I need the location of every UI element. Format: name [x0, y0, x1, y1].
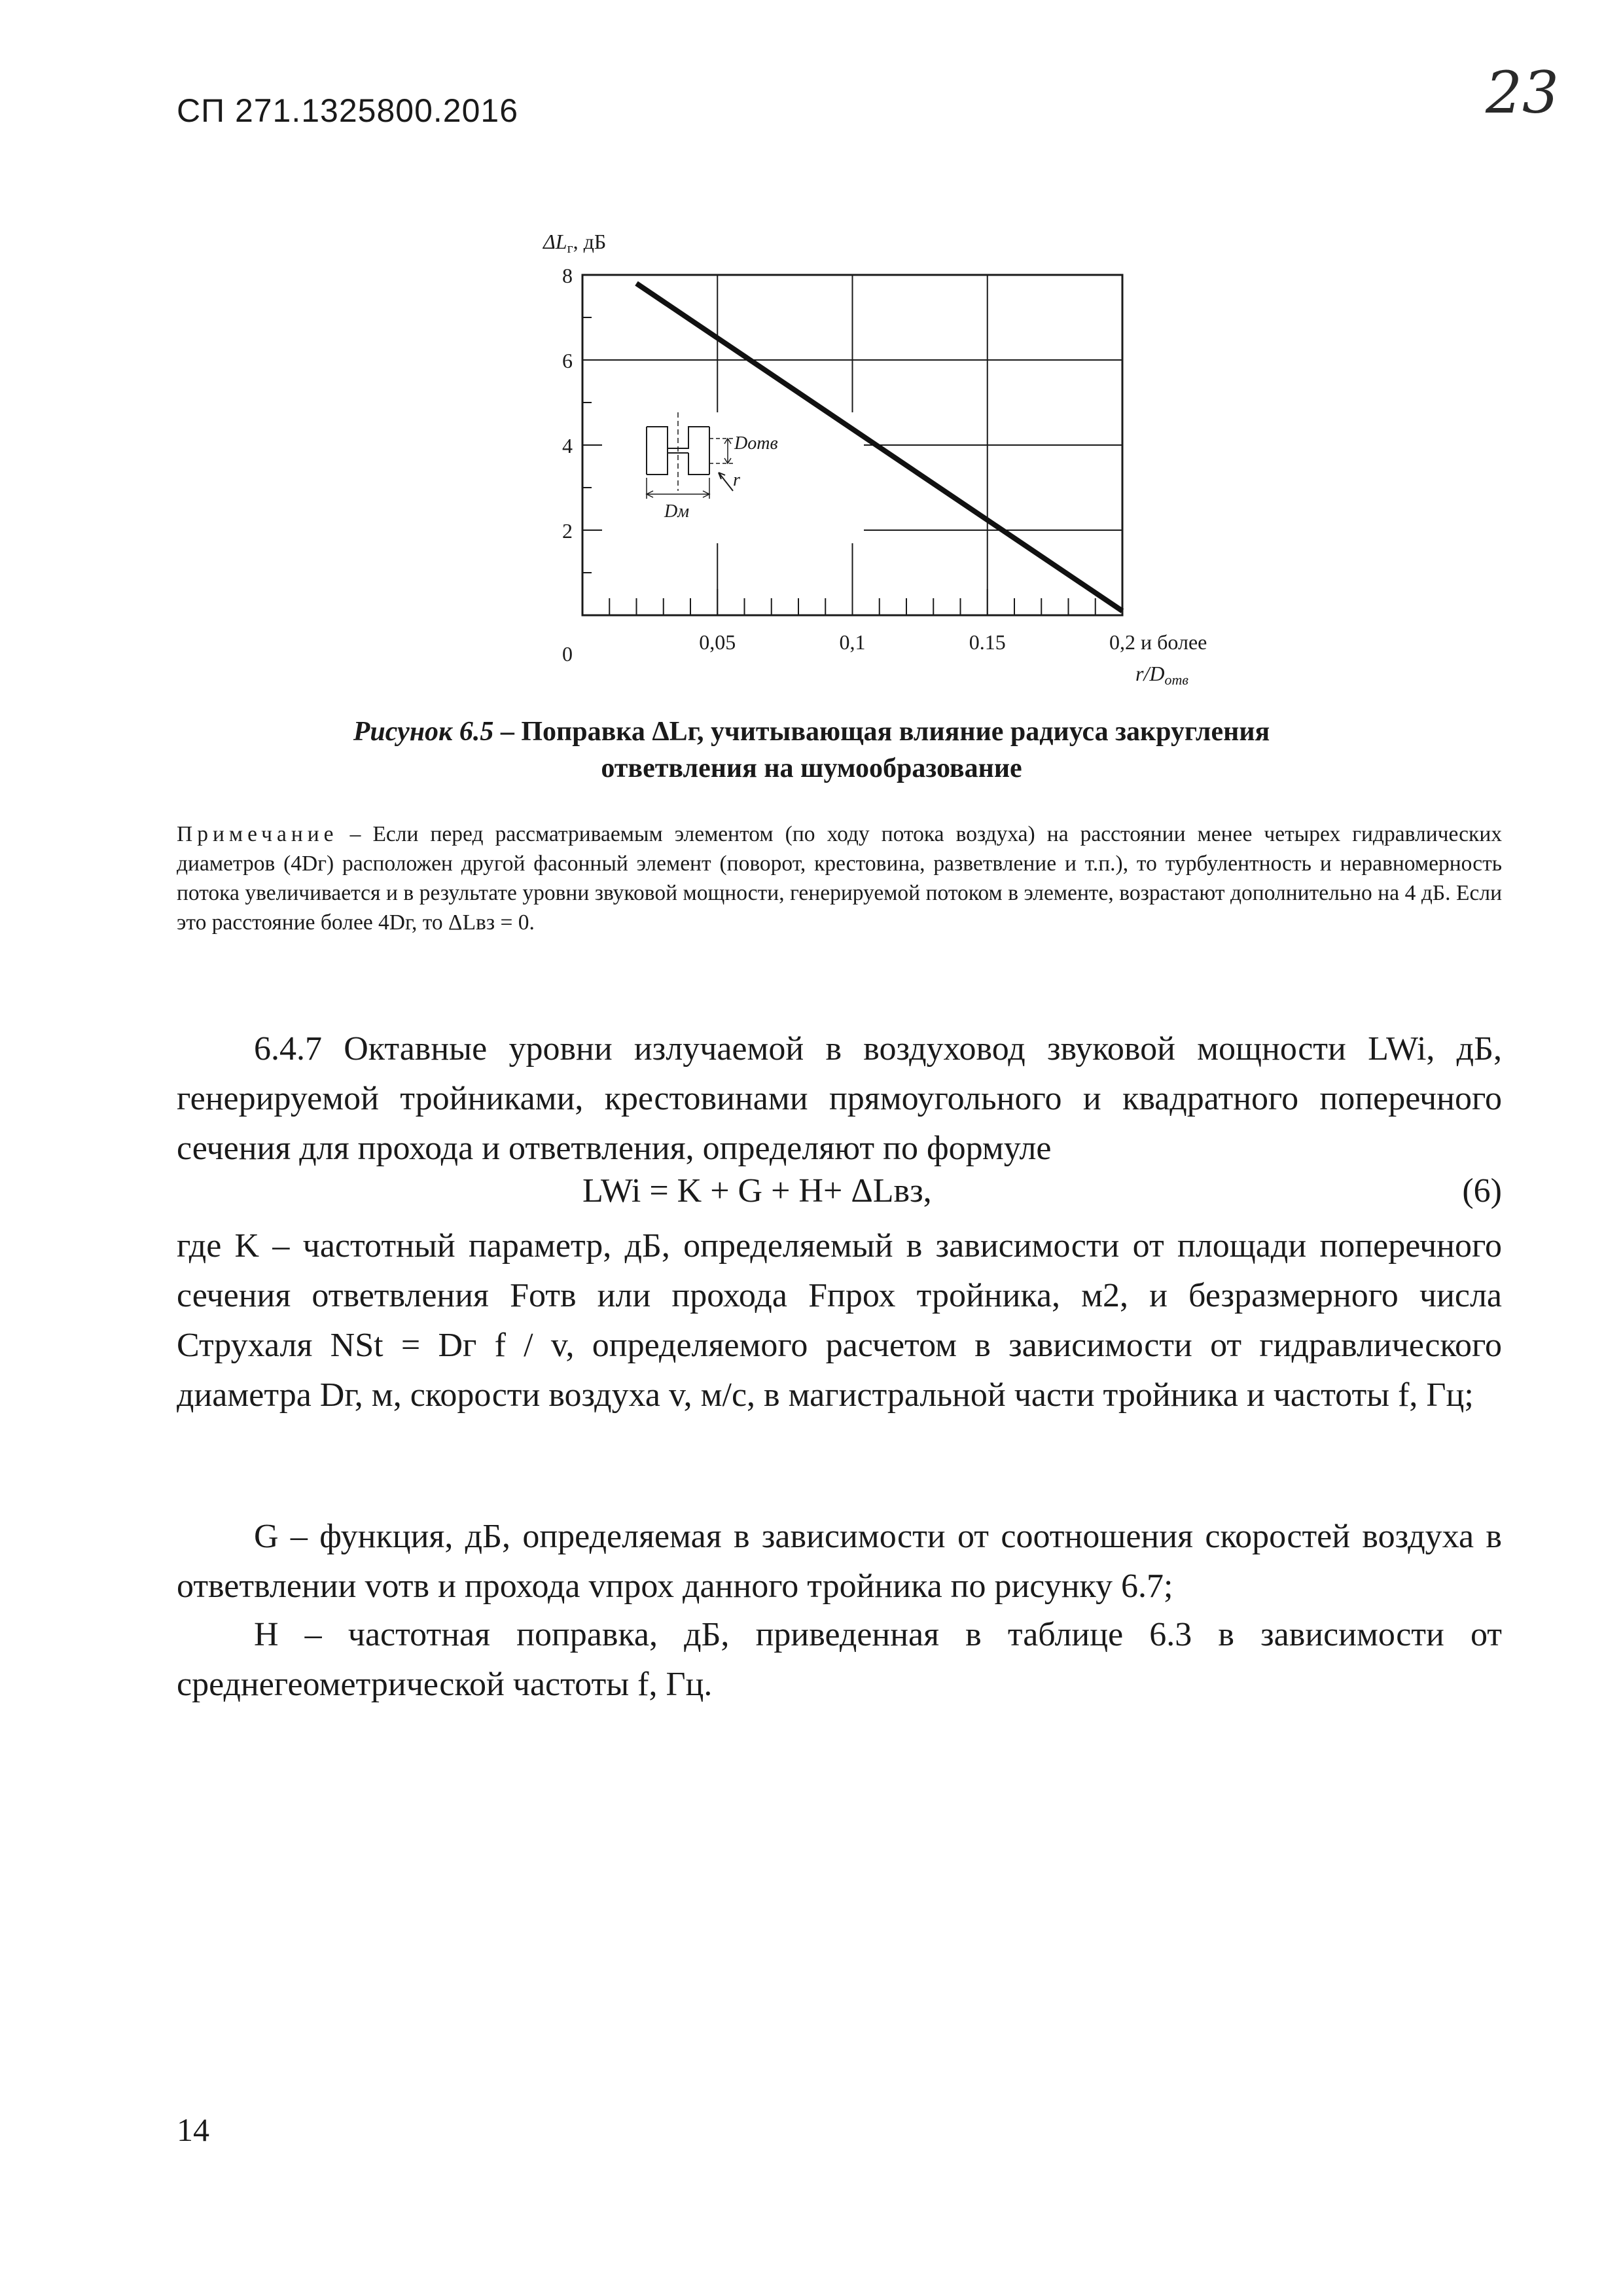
figure-note [177, 819, 1502, 937]
fitting-inset-diagram [602, 412, 864, 543]
note-label: Примечание [177, 822, 338, 846]
y-tick-label: 8 [562, 264, 573, 287]
y-tick-label: 0 [562, 642, 573, 666]
note-text: – Если перед рассматриваемым элементом (по ходу потока воздуха) на расстоянии менее четырех гидравлических диаметров (4Dг) расположен другой фасонный элемент (поворот, крестовина, разветвление и т.п.), то турбулентность и неравномерность потока увеличивается и в результате уровни звуковой мощности, генерируемой потоком в элементе, возрастают дополнительно на 4 дБ. Если это расстояние более 4Dг, то ΔLвз = 0. [177, 822, 1502, 935]
paragraph-g-definition: G – функция, дБ, определяемая в зависимости от соотношения скоростей воздуха в ответвлении vотв и прохода vпрох данного тройника по рисунку 6.7; [177, 1518, 1502, 1605]
handwritten-page-number: 23 [1486, 59, 1559, 126]
x-tick-label: 0,1 [839, 630, 866, 654]
caption-text-part2: ответвления на шумообразование [601, 753, 1022, 783]
formula-6 [177, 1172, 1502, 1221]
formula-number: (6) [1462, 1172, 1502, 1210]
formula-expression: LWi = K + G + H+ ΔLвз, [582, 1172, 932, 1210]
figure-chart [497, 216, 1283, 687]
page-number: 14 [177, 2111, 209, 2148]
caption-text-part1: Поправка ΔLг, учитывающая влияние радиуса закругления [521, 717, 1270, 747]
x-tick-label: 0,2 и более [1109, 630, 1207, 654]
paragraph-h-definition: H – частотная поправка, дБ, приведенная в таблице 6.3 в зависимости от среднегеометрической частоты f, Гц. [177, 1616, 1502, 1703]
figure-caption: Рисунок 6.5 – Поправка ΔLг, учитывающая влияние радиуса закругления ответвления на шумообразование [353, 717, 1270, 783]
inset-label-r: r [733, 470, 740, 490]
chart-x-ticks [699, 630, 1207, 654]
x-tick-label: 0.15 [969, 630, 1006, 654]
document-code: СП 271.1325800.2016 [177, 92, 519, 129]
caption-label: Рисунок 6.5 [353, 717, 494, 747]
y-tick-label: 4 [562, 434, 573, 457]
inset-label-d-m: Dм [664, 501, 690, 522]
chart-ylabel: ΔLг, дБ [543, 230, 607, 256]
paragraph-k-definition: где K – частотный параметр, дБ, определяемый в зависимости от площади поперечного сечения ответвления Fотв или прохода Fпрох тройника, м2, и безразмерного числа Струхаля NSt = Dг f / v, определяемого расчетом в зависимости от гидравлического диаметра Dг, м, скорости воздуха v, м/с, в магистральной части тройника и частоты f, Гц; [177, 1227, 1502, 1414]
paragraph-6-4-7: 6.4.7 Октавные уровни излучаемой в воздуховод звуковой мощности LWi, дБ, генерируемой тройниками, крестовинами прямоугольного и квадратного поперечного сечения для прохода и ответвления, определяют по формуле [177, 1030, 1502, 1167]
x-tick-label: 0,05 [699, 630, 736, 654]
chart-xlabel: r/Dотв [1135, 662, 1188, 687]
y-tick-label: 2 [562, 519, 573, 543]
chart-y-ticks [562, 264, 573, 666]
inset-label-d-otv: Dотв [734, 433, 778, 454]
y-tick-label: 6 [562, 349, 573, 372]
